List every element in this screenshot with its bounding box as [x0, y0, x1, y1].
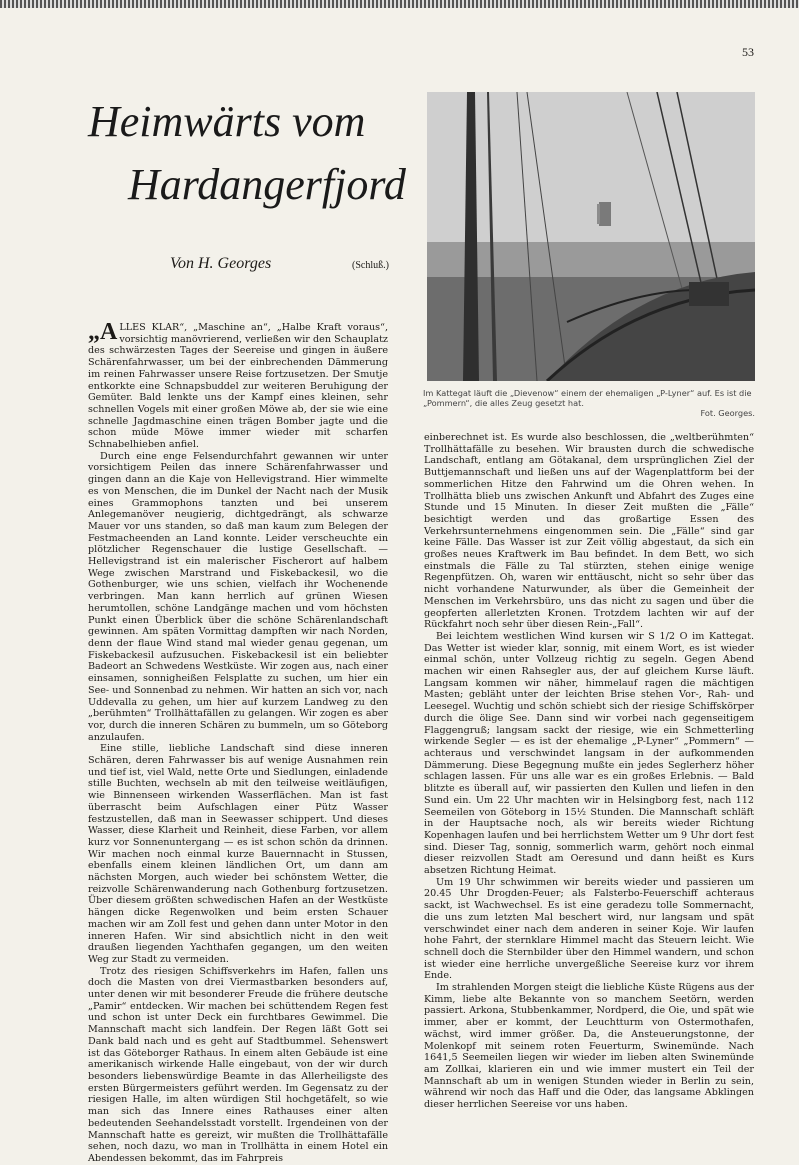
paragraph: Um 19 Uhr schwimmen wir bereits wieder und passieren um 20.45 Uhr Drogden-Feuer; als Falsterbo-Feuerschiff achteraus sackt, ist Wachwechsel. Es ist eine geradezu tolle Sommernacht, die uns zum letzten Mal beschert wird, nur langsam und spät verschwindet einer nach dem anderen in seiner Koje. Wir laufen hohe Fahrt, der sternklare Himmel macht das Steuern leicht. Wie schnell doch die Sternbilder über den Himmel wandern, und schon ist wieder eine herrliche unvergeßliche Seereise kurz vor ihrem Ende.: [424, 876, 754, 982]
paragraph: Durch eine enge Felsendurchfahrt gewannen wir unter vorsichtigem Peilen das innere Schärenfahrwasser und gingen dann an die Kaje von Hellevigstrand. Hier wimmelte es von Menschen, die im Dunkel der Nacht nach der Musik eines Grammophons tanzten und bei unserem Anlegemanöver neugierig, dichtgedrängt, als schwarze Mauer vor uns standen, so daß man kaum zum Belegen der Festmacheenden an Land konnte. Leider verscheuchte ein plötzlicher Regenschauer die lustige Gesellschaft. — Hellevigstrand ist ein malerischer Fischerort auf halbem Wege zwischen Marstrand und Fiskebackesil, wo die Gothenburger, wie uns schien, vielfach ihr Wochenende verbringen. Man kann herrlich auf grünen Wiesen herumtollen, schöne Landgänge machen und vom höchsten Punkt einen Überblick über die schöne Schärenlandschaft gewinnen. Am späten Vormittag dampften wir nach Norden, denn der flaue Wind stand mal wieder genau gegenan, um Fiskebackesil aufzusuchen. Fiskebackesil ist ein beliebter Badeort an Schwedens Westküste. Wir zogen aus, nach einer einsamen, sonnigheißen Felsplatte zu suchen, um hier ein See- und Sonnenbad zu nehmen. Wir hatten an sich vor, nach Uddevalla zu gehen, um hier auf kurzem Landweg zu den „berühmten“ Trollhättafällen zu gelangen. Wir zogen es aber vor, durch die inneren Schären zu bummeln, um so Göteborg anzulaufen.: [88, 450, 388, 743]
continuation-note: (Schluß.): [352, 260, 389, 271]
paragraph: Eine stille, liebliche Landschaft sind diese inneren Schären, deren Fahrwasser bis auf wenige Ausnahmen rein und tief ist, viel Wald, nette Orte und Siedlungen, einladende stille Buchten, wechseln ab mit den teilweise weitläufigen, wie Binnenseen wirkenden Wasserflächen. Man ist fast überrascht beim Aufschlagen einer Pütz Wasser festzustellen, daß man in Seewasser schippert. Und dieses Wasser, diese Klarheit und Reinheit, diese Farben, vor allem kurz vor Sonnenuntergang — es ist schon schön da drinnen. Wir machen noch einmal kurze Bauernnacht in Stussen, ebenfalls einem kleinen ländlichen Ort, um dann am nächsten Morgen, auch wieder bei schönstem Wetter, die reizvolle Schärenwanderung nach Gothenburg fortzusetzen. Über diesem größten schwedischen Hafen an der Westküste hängen dicke Regenwolken und beim ersten Schauer machen wir am Zoll fest und gehen dann unter Motor in den inneren Hafen. Wir sind absichtlich nicht in den weit draußen liegenden Yachthafen gegangen, um den weiten Weg zur Stadt zu vermeiden.: [88, 743, 388, 965]
caption-text: Im Kattegat läuft die „Dievenow“ einem der ehemaligen „P-Lyner“ auf. Es ist die „Pommern“, die alles Zeug gesetzt hat.: [423, 388, 752, 408]
photo-caption: [423, 388, 755, 418]
paragraph: Bei leichtem westlichen Wind kursen wir S 1/2 O im Kattegat. Das Wetter ist wieder klar, sonnig, mit einem Wort, es ist wieder einmal schön, unter Vollzeug richtig zu segeln. Gegen Abend machen wir einen Rahsegler aus, der auf gleichem Kurse läuft. Langsam kommen wir näher, himmelauf ragen die mächtigen Masten; gebläht unter der leichten Brise stehen Vor-, Rah- und Leesegel. Wuchtig und schön schiebt sich der riesige Schiffskörper durch die ölige See. Dann sind wir vorbei nach gegenseitigem Flaggengruß; langsam sackt der riesige, wie ein Schmetterling wirkende Segler — es ist der ehemalige „P-Lyner“ „Pommern“ — achteraus und verschwindet langsam in der aufkommenden Dämmerung. Diese Begegnung mußte ein jedes Seglerherz höher schlagen lassen. Für uns alle war es ein großes Erlebnis. — Bald blitzte es überall auf, wir passierten den Kullen und liefen in den Sund ein. Um 22 Uhr machten wir in Helsingborg fest, nach 112 Seemeilen von Göteborg in 15½ Stunden. Die Mannschaft schläft in der Hauptsache noch, als wir bereits wieder Richtung Kopenhagen laufen und bei herrlichstem Wetter um 9 Uhr dort fest sind. Dieser Tag, sonnig, sommerlich warm, gehört noch einmal dieser reizvollen Stadt am Oeresund und dann heißt es Kurs absetzen Richtung Heimat.: [424, 630, 754, 877]
photo-credit: Fot. Georges.: [700, 408, 755, 418]
paragraph: einberechnet ist. Es wurde also beschlossen, die „weltberühmten“ Trollhättafälle zu besehen. Wir brausten durch die schwedische Landschaft, entlang am Götakanal, dem ursprünglichen Ziel der Buttjemannschaft und ließen uns auf der Wagenplattform bei der sommerlichen Hitze den Fahrwind um die Ohren wehen. In Trollhätta blieb uns zwischen Ankunft und Abfahrt des Zuges eine Stunde und 15 Minuten. In dieser Zeit mußten die „Fälle“ besichtigt werden und das großartige Essen des Verkehrsunternehmens eingenommen sein. Die „Fälle“ sind gar keine Fälle. Das Wasser ist zur Zeit völlig abgestaut, da sich ein großes neues Kraftwerk im Bau befindet. In dem Bett, wo sich einstmals die Fälle zu Tal stürzten, stehen einige wenige Regenpfützen. Oh, waren wir enttäuscht, nicht so sehr über das nicht vorhandene Naturwunder, als über die Gemeinheit der Menschen im Verkehrsbüro, uns das nicht zu sagen und über die geopferten allerletzten Kronen. Trotzdem lachten wir auf der Rückfahrt noch sehr über diesen Rein-„Fall“.: [424, 432, 754, 631]
scan-edge: [0, 0, 799, 8]
ship-photo: [427, 92, 755, 381]
page-number: 53: [742, 45, 754, 59]
text-column-left: [88, 319, 388, 1165]
paragraph: Im strahlenden Morgen steigt die liebliche Küste Rügens aus der Kimm, liebe alte Bekannte von so manchem Seetörn, werden passiert. Arkona, Stubbenkammer, Nordperd, die Oie, und spät wie immer, aber er kommt, der Leuchtturm von Ostermothafen, wächst, wird immer größer. Da, die Ansteuerungstonne, der Molenkopf mit seinem roten Feuerturm, Swinemünde. Nach 1641,5 Seemeilen liegen wir wieder im lieben alten Swinemünde am Zollkai, klarieren ein und wie immer mustert ein Teil der Mannschaft ab um in wenigen Stunden wieder in Berlin zu sein, während wir noch das Haff und die Oder, das langsame Abklingen dieser herrlichen Seereise vor uns haben.: [424, 982, 754, 1111]
article-title-line-1: Heimwärts vom: [88, 97, 366, 146]
text-column-right: [424, 432, 754, 1111]
article-title-line-2: Hardangerfjord: [128, 160, 406, 209]
drop-cap: „A: [88, 319, 118, 345]
paragraph: [88, 319, 388, 451]
byline: Von H. Georges: [170, 255, 272, 272]
paragraph: Trotz des riesigen Schiffsverkehrs im Hafen, fallen uns doch die Masten von drei Viermastbarken besonders auf, unter denen wir mit besonderer Freude die frühere deutsche „Pamir“ entdecken. Wir machen bei schüttendem Regen fest und schon ist unter Deck ein furchtbares Gewimmel. Die Mannschaft macht sich landfein. Der Regen läßt Gott sei Dank bald nach und es geht auf Stadtbummel. Sehenswert ist das Göteborger Rathaus. In einem alten Gebäude ist eine amerikanisch wirkende Halle eingebaut, von der wir durch besonders liebenswürdige Beamte in das Allerheiligste des ersten Bürgermeisters geführt werden. Im Gegensatz zu der riesigen Halle, im alten würdigen Stil hochgetäfelt, so wie man sich das Innere eines Rathauses einer alten bedeutenden Seehandelsstadt vorstellt. Irgendeinen von der Mannschaft hatte es gereizt, wir mußten die Trollhättafälle sehen, noch dazu, wo man in Trollhätta in einem Hotel ein Abendessen bekommt, das im Fahrpreis: [88, 965, 388, 1164]
paragraph-text: LLES KLAR“, „Maschine an“, „Halbe Kraft voraus“, vorsichtig manövrierend, verließen wir den Schauplatz des schwärzesten Tages der Seereise und gingen in äußere Schärenfahrwasser, um bei der einbrechenden Dämmerung im reinen Fahrwasser unsere Reise fortzusetzen. Der Smutje entkorkte eine Schnapsbuddel zur weiteren Beruhigung der Gemüter. Bald lenkte uns der Kampf eines kleinen, sehr schnellen Vogels mit einer großen Möwe ab, der sie wie eine schnelle Jagdmaschine einen trägen Bomber jagte und die schon müde Möwe immer wieder mit scharfen Schnabelhieben anfiel.: [88, 322, 388, 451]
